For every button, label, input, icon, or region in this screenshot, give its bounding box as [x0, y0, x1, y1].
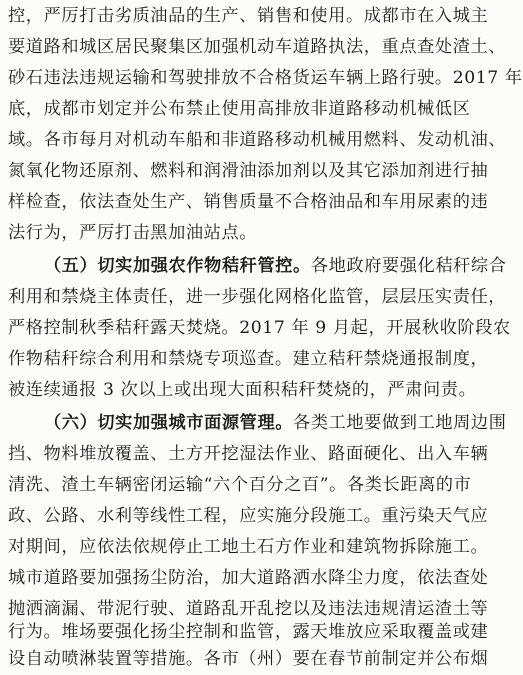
line-text: 各地政府要强化秸秆综合 [310, 256, 507, 276]
text-line [8, 2, 489, 30]
section-heading: （六）切实加强城市面源管理。 [44, 413, 294, 433]
line-text: 要道路和城区居民聚集区加强机动车道路执法，重点查处渣土、 [8, 37, 507, 57]
line-text: 城市道路要加强扬尘防治，加大道路洒水降尘力度，依法查处 [8, 568, 489, 588]
line-text: 挡、物料堆放覆盖、土方开挖湿法作业、路面硬化、出入车辆 [8, 444, 489, 464]
text-line [8, 126, 507, 154]
section-heading: （五）切实加强农作物秸秆管控。 [44, 256, 311, 276]
line-text: 被连续通报 3 次以上或出现大面积秸秆焚烧的，严肃问责。 [8, 380, 477, 400]
text-line [8, 219, 468, 247]
text-line [8, 283, 507, 311]
text-line [8, 33, 507, 61]
text-line [8, 64, 523, 92]
line-text: 砂石违法违规运输和驾驶排放不合格货运车辆上路行驶。2017 年 [8, 68, 523, 88]
line-text: 对期间，应依法依规停止工地土石方作业和建筑物拆除施工。 [8, 537, 489, 557]
line-text: 行为。堆场要强化扬尘控制和监管，露天堆放应采取覆盖或建 [8, 622, 489, 642]
line-text: 域。各市每月对机动车船和非道路移动机械用燃料、发动机油、 [8, 130, 507, 150]
line-text: 样检查，依法查处生产、销售质量不合格油品和车用尿素的违 [8, 192, 489, 212]
section-heading-line [8, 252, 507, 280]
text-line [8, 471, 472, 499]
line-text: 各类工地要做到工地周边围 [293, 413, 507, 433]
line-text: 利用和禁烧主体责任，进一步强化网格化监管，层层压实责任， [8, 287, 507, 307]
text-line [8, 564, 489, 592]
line-text: 氮氧化物还原剂、燃料和润滑油添加剂以及其它添加剂进行抽 [8, 161, 489, 181]
text-line [8, 314, 511, 342]
text-line [8, 502, 489, 530]
text-line [8, 188, 489, 216]
text-line [8, 440, 489, 468]
text-line [8, 345, 489, 373]
line-text: 控，严厉打击劣质油品的生产、销售和使用。成都市在入城主 [8, 6, 489, 26]
line-text: 作物秸秆综合利用和禁烧专项巡查。建立秸秆禁烧通报制度， [8, 349, 489, 369]
line-text: 设自动喷淋装置等措施。各市（州）要在春节前制定并公布烟 [8, 649, 489, 669]
line-text: 严格控制秋季秸秆露天焚烧。2017 年 9 月起，开展秋收阶段农 [8, 318, 511, 338]
text-line [8, 376, 477, 404]
text-line [8, 645, 489, 673]
text-line [8, 618, 489, 646]
text-line [8, 95, 471, 123]
section-heading-line [8, 409, 507, 437]
line-text: 政、公路、水利等线性工程，应实施分段施工。重污染天气应 [8, 506, 489, 526]
line-text: 抛洒滴漏、带泥行驶、道路乱开乱挖以及违法违规清运渣土等 [8, 599, 489, 619]
text-line [8, 533, 489, 561]
line-text: 法行为，严厉打击黑加油站点。 [8, 223, 258, 243]
line-text: 底，成都市划定并公布禁止使用高排放非道路移动机械低区 [8, 99, 471, 119]
line-text: 清洗、渣土车辆密闭运输“六个百分之百”。各类长距离的市 [8, 475, 472, 495]
text-line [8, 157, 489, 185]
